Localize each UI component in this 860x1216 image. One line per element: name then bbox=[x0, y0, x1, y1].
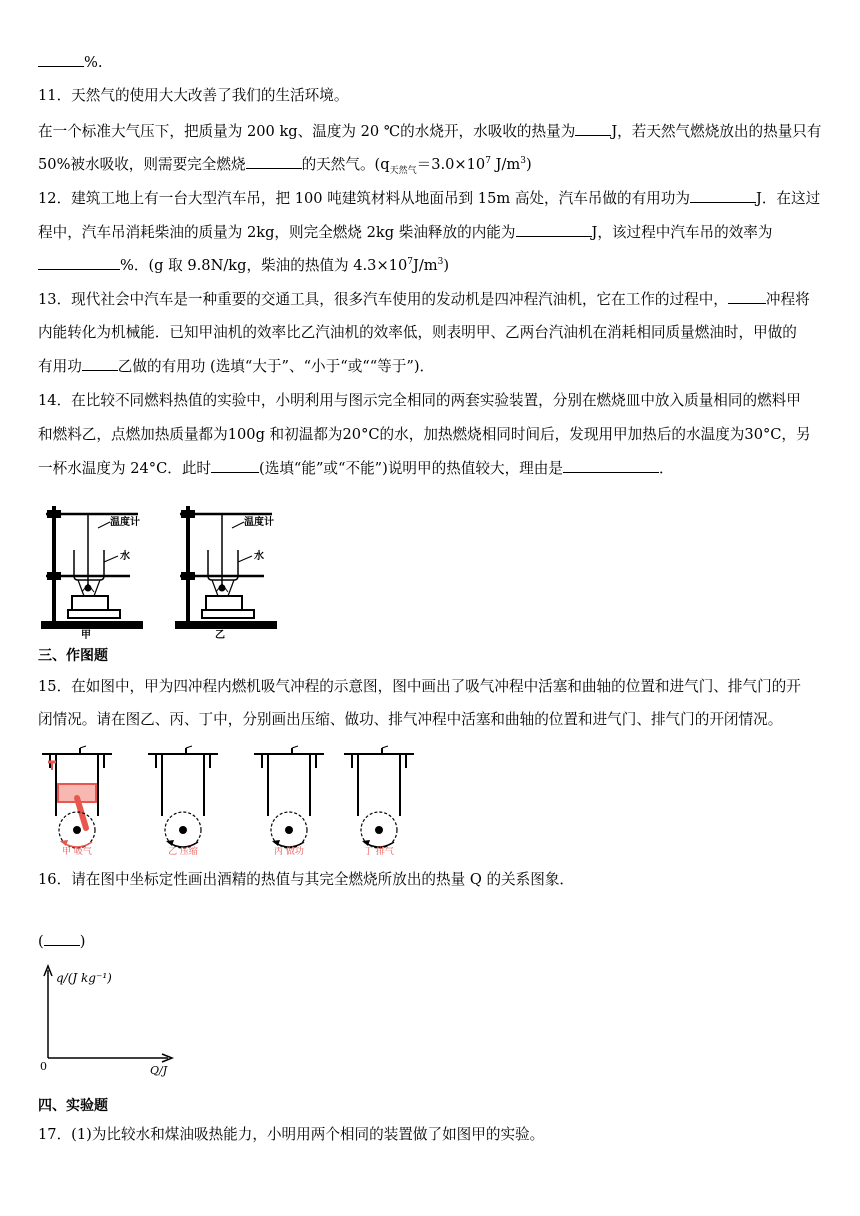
text: 一杯水温度为 24°C．此时 bbox=[38, 460, 212, 477]
q13-line-2: 内能转化为机械能．已知甲油机的效率比乙汽油机的效率低，则表明甲、乙两台汽油机在消耗相同质量燃油时，甲做的 bbox=[38, 324, 797, 341]
thermometer-label-right: 温度计 bbox=[244, 517, 274, 528]
q12-line-2 bbox=[38, 222, 772, 243]
caption-bing: 丙 做功 bbox=[274, 847, 304, 857]
thermometer-label-left: 温度计 bbox=[110, 517, 140, 528]
answer-blank[interactable] bbox=[690, 188, 756, 203]
q11-heading: 11．天然气的使用大大改善了我们的生活环境。 bbox=[38, 87, 349, 104]
text: ) bbox=[443, 257, 450, 274]
caption-yi: 乙 bbox=[215, 630, 225, 641]
text: 13．现代社会中汽车是一种重要的交通工具，很多汽车使用的发动机是四冲程汽油机，它在工作的过程中， bbox=[38, 291, 728, 308]
text: 程中，汽车吊消耗柴油的质量为 2kg，则完全燃烧 2kg 柴油释放的内能为 bbox=[38, 224, 516, 241]
answer-blank[interactable] bbox=[82, 356, 118, 371]
q14-line-1: 14．在比较不同燃料热值的实验中，小明利用与图示完全相同的两套实验装置，分别在燃烧皿中放入质量相同的燃料甲 bbox=[38, 392, 801, 409]
text: 有用功 bbox=[38, 358, 82, 375]
origin-label: 0 bbox=[40, 1060, 47, 1073]
section-4-heading: 四、实验题 bbox=[38, 1098, 108, 1114]
text: ) bbox=[79, 933, 86, 950]
answer-blank[interactable] bbox=[246, 154, 302, 169]
text: 的天然气。(q bbox=[301, 156, 390, 173]
q17-line-1: 17．(1)为比较水和煤油吸热能力，小明用两个相同的装置做了如图甲的实验。 bbox=[38, 1126, 545, 1143]
text: %. bbox=[84, 54, 103, 71]
q11-line-1 bbox=[38, 121, 821, 142]
text: J/m bbox=[413, 257, 438, 274]
subscript: 天然气 bbox=[389, 165, 417, 176]
superscript: 3 bbox=[437, 257, 444, 268]
text: J，该过程中汽车吊的效率为 bbox=[591, 224, 773, 241]
answer-blank[interactable] bbox=[38, 255, 120, 270]
text: 冲程将 bbox=[765, 291, 810, 308]
answer-blank[interactable] bbox=[38, 52, 84, 67]
text: 12．建筑工地上有一台大型汽车吊，把 100 吨建筑材料从地面吊到 15m 高处，汽车吊做的有用功为 bbox=[38, 190, 690, 207]
q14-line-3 bbox=[38, 458, 674, 479]
q15-line-2: 闭情况。请在图乙、丙、丁中，分别画出压缩、做功、排气冲程中活塞和曲轴的位置和进气门、排气门的开闭情况。 bbox=[38, 711, 783, 728]
answer-blank[interactable] bbox=[728, 289, 766, 304]
section-3-heading: 三、作图题 bbox=[38, 648, 108, 664]
q16-axes-figure[interactable] bbox=[36, 962, 176, 1080]
q12-line-1 bbox=[38, 188, 820, 209]
q13-line-3 bbox=[38, 356, 434, 377]
text: ． bbox=[658, 460, 674, 477]
text: 乙做的有用功 (选填“大于”、“小于“或““等于”)． bbox=[117, 358, 435, 375]
text: %．(g 取 9.8N/kg，柴油的热值为 4.3×10 bbox=[120, 257, 408, 274]
answer-blank[interactable] bbox=[575, 121, 611, 136]
text: 在一个标准大气压下，把质量为 200 kg、温度为 20 ℃的水烧开，水吸收的热量为 bbox=[38, 123, 576, 140]
answer-blank[interactable] bbox=[516, 222, 592, 237]
caption-jia: 甲 bbox=[81, 630, 91, 641]
q12-line-3 bbox=[38, 255, 449, 276]
engine-jia bbox=[42, 746, 112, 848]
text: ( bbox=[38, 933, 44, 950]
x-axis-label: Q/J bbox=[150, 1064, 168, 1077]
engine-yi bbox=[148, 746, 218, 848]
q16-line-1: 16．请在图中坐标定性画出酒精的热值与其完全燃烧所放出的热量 Q 的关系图象． bbox=[38, 871, 575, 888]
q15-line-1: 15．在如图中，甲为四冲程内燃机吸气冲程的示意图，图中画出了吸气冲程中活塞和曲轴的位置和进气门、排气门的开 bbox=[38, 678, 801, 695]
engine-bing bbox=[254, 746, 324, 848]
prev-answer-line bbox=[38, 52, 103, 73]
text: ) bbox=[525, 156, 532, 173]
water-label-left: 水 bbox=[120, 551, 130, 562]
text: (选填“能”或“不能”)说明甲的热值较大，理由是 bbox=[259, 460, 563, 477]
superscript: 7 bbox=[485, 156, 491, 167]
caption-jia: 甲 吸气 bbox=[62, 847, 92, 857]
text: J/m bbox=[490, 156, 521, 173]
q14-apparatus-figure bbox=[38, 492, 300, 642]
y-axis-label: q/(J kg⁻¹) bbox=[56, 971, 112, 985]
answer-blank[interactable] bbox=[563, 458, 659, 473]
text: J，若天然气燃烧放出的热量只有 bbox=[611, 123, 822, 140]
caption-ding: 丁 排气 bbox=[364, 847, 394, 857]
q13-line-1 bbox=[38, 289, 810, 310]
superscript: 7 bbox=[407, 257, 413, 268]
text: J．在这过 bbox=[755, 190, 821, 207]
text: ＝3.0×10 bbox=[416, 156, 486, 173]
text: 50%被水吸收，则需要完全燃烧 bbox=[38, 156, 246, 173]
q11-line-2 bbox=[38, 154, 532, 175]
q16-answer-bracket bbox=[38, 931, 85, 952]
engine-ding bbox=[344, 746, 414, 848]
answer-blank[interactable] bbox=[44, 931, 80, 946]
q14-line-2: 和燃料乙，点燃加热质量都为100g 和初温都为20°C的水，加热燃烧相同时间后，发现用甲加热后的水温度为30°C，另 bbox=[38, 426, 811, 443]
q15-engine-figure bbox=[40, 742, 420, 858]
caption-yi: 乙 压缩 bbox=[168, 847, 198, 857]
answer-blank[interactable] bbox=[211, 458, 259, 473]
water-label-right: 水 bbox=[254, 551, 264, 562]
superscript: 3 bbox=[520, 156, 526, 167]
